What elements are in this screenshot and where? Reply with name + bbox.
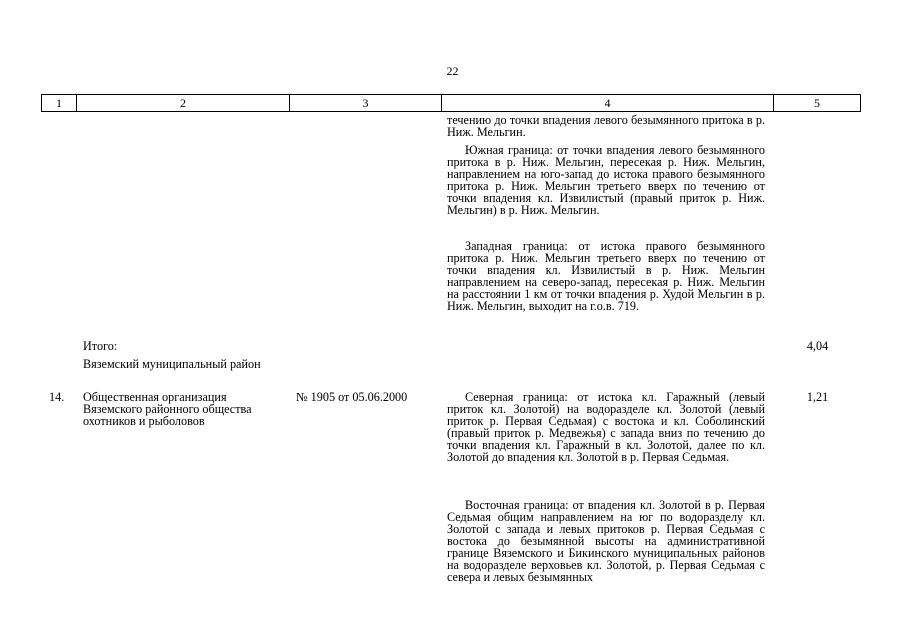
boundary-north: Северная граница: от истока кл. Гаражный (левый приток кл. Золотой) на водоразделе кл. Золотой (левый приток р. Первая Седьмая) с востока и кл. Соболинский (правый приток р. Медвежья) с запада вниз по течению до точки впадения кл. Гаражный в кл. Золотой, далее по кл. Золотой до впадения кл. Золотой в р. Первая Седьмая. bbox=[447, 390, 765, 464]
header-col-5: 5 bbox=[814, 96, 820, 110]
area-value: 1,21 bbox=[806, 390, 829, 404]
boundary-continuation: течению до точки впадения левого безымянного притока в р. Ниж. Мельгин. bbox=[447, 113, 765, 139]
total-label: Итого: bbox=[83, 339, 118, 353]
page-number: 22 bbox=[446, 64, 459, 78]
header-col-1: 1 bbox=[42, 95, 77, 111]
table-header-row bbox=[41, 94, 861, 112]
total-value: 4,04 bbox=[806, 339, 829, 353]
boundary-south: Южная граница: от точки впадения левого безымянного притока в р. Ниж. Мельгин, пересекая р. Ниж. Мельгин, направлением на юго-запад до истока правого безымянного притока р. Ниж. Мельгин третьего вверх по течению от точки впадения кл. Извилистый (правый приток р. Ниж. Мельгин) в р. Ниж. Мельгин. bbox=[447, 143, 765, 217]
header-col-4: 4 bbox=[442, 95, 774, 111]
header-col-2: 2 bbox=[77, 95, 290, 111]
organization-name: Общественная организация Вяземского районного общества охотников и рыболовов bbox=[83, 390, 252, 428]
row-number: 14. bbox=[49, 390, 65, 404]
district-heading: Вяземский муниципальный район bbox=[83, 357, 261, 371]
document-reference: № 1905 от 05.06.2000 bbox=[296, 390, 408, 404]
boundary-east: Восточная граница: от впадения кл. Золотой в р. Первая Седьмая общим направлением на юг по водоразделу кл. Золотой с запада и левых притоков р. Первая Седьмая с востока до безымянной высоты на административной границе Вяземского и Бикинского муниципальных районов на водоразделе верховьев кл. Золотой, р. Первая Седьмая с севера и левых безымянных bbox=[447, 498, 765, 584]
boundary-west: Западная граница: от истока правого безымянного притока р. Ниж. Мельгин третьего вверх по течению от точки впадения кл. Извилистый в р. Ниж. Мельгин направлением на северо-запад, пересекая р. Ниж. Мельгин на расстоянии 1 км от точки впадения р. Худой Мельгин в р. Ниж. Мельгин, выходит на г.о.в. 719. bbox=[447, 239, 765, 313]
header-col-3: 3 bbox=[290, 95, 442, 111]
